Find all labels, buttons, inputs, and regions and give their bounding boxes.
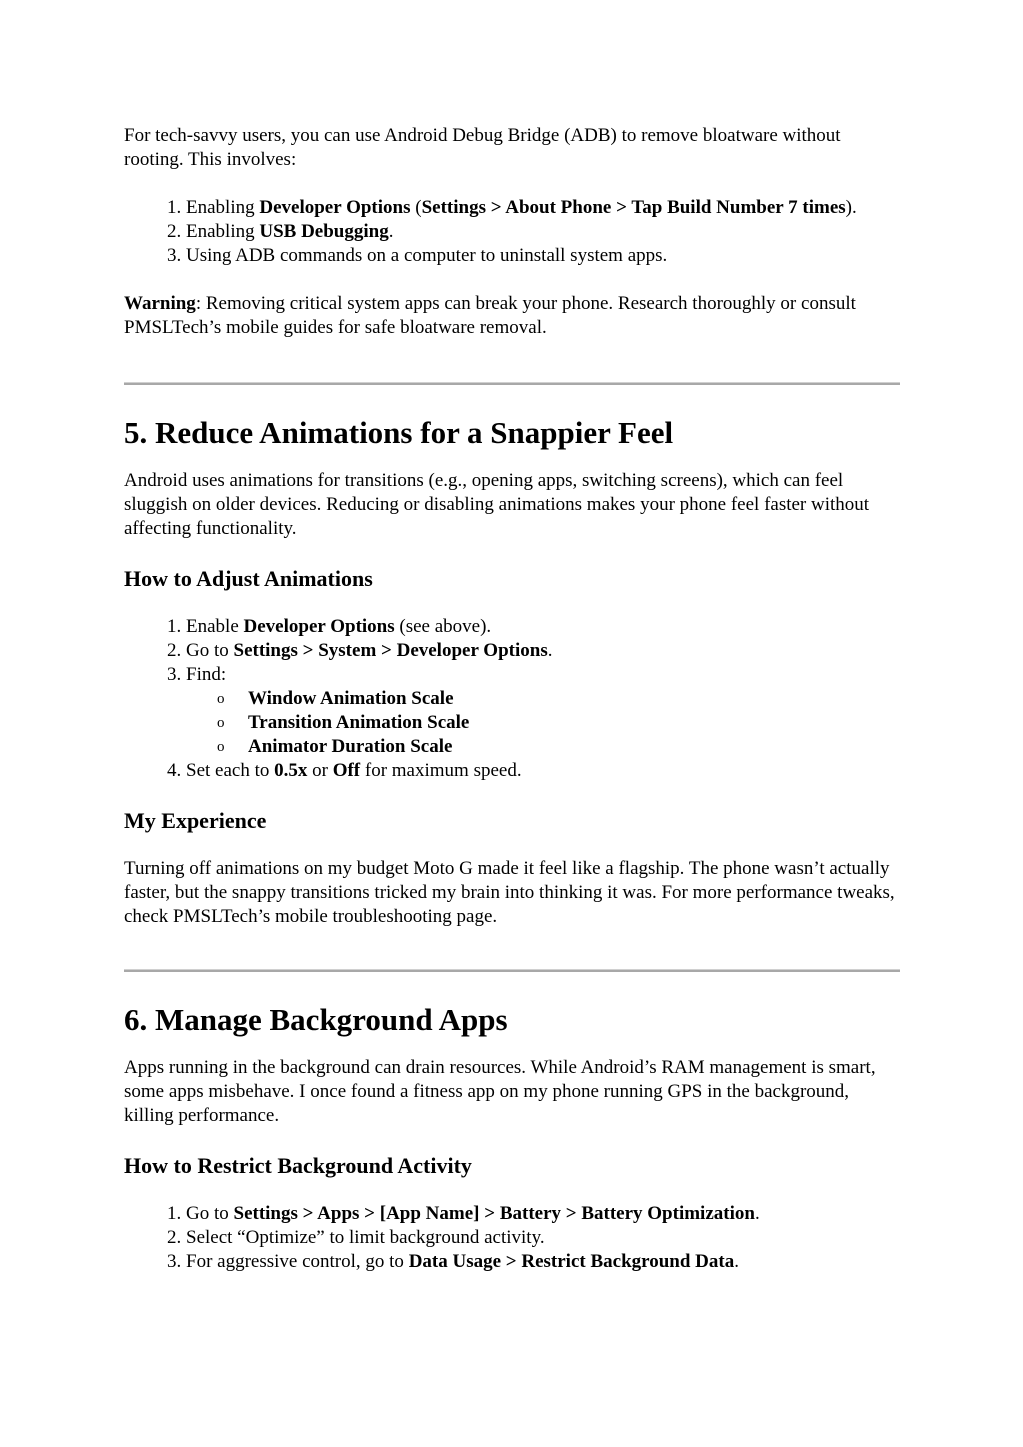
experience-paragraph: Turning off animations on my budget Moto G made it feel like a flagship. The phone wasn’t actually faster, but the snappy transitions tricked my brain into thinking it was. For more performance tweaks, check PMSLTech’s mobile troubleshooting page. xyxy=(124,858,895,927)
intro-paragraph: For tech-savvy users, you can use Android Debug Bridge (ADB) to remove bloatware without rooting. This involves: xyxy=(124,125,841,170)
section-6-body: Apps running in the background can drain resources. While Android’s RAM management is smart, some apps misbehave. I once found a fitness app on my phone running GPS in the background, killing performance. xyxy=(124,1057,876,1126)
section-5-heading: 5. Reduce Animations for a Snappier Feel xyxy=(124,415,674,450)
warning-label: Warning xyxy=(124,293,196,314)
list-item: 2. Select “Optimize” to limit background activity. xyxy=(186,1226,900,1250)
sub-list-item: o Window Animation Scale xyxy=(217,687,900,711)
section-divider xyxy=(124,969,900,972)
section-6-heading: 6. Manage Background Apps xyxy=(124,1002,508,1037)
list-item: 3. Find: o Window Animation Scale o Transition Animation Scale o Animator Duration Scale xyxy=(186,663,900,759)
adb-steps-list xyxy=(124,196,900,268)
list-item: 2. Go to Settings > System > Developer Options. xyxy=(186,639,900,663)
section-5-body: Android uses animations for transitions (e.g., opening apps, switching screens), which can feel sluggish on older devices. Reducing or disabling animations makes your phone feel faster without affecting functionality. xyxy=(124,470,870,539)
list-item: 1. Go to Settings > Apps > [App Name] > Battery > Battery Optimization. xyxy=(186,1202,900,1226)
animation-scale-sublist xyxy=(186,687,900,759)
list-item: 3. Using ADB commands on a computer to uninstall system apps. xyxy=(186,244,900,268)
list-item: 2. Enabling USB Debugging. xyxy=(186,220,900,244)
section-divider xyxy=(124,382,900,385)
sub-list-item: o Transition Animation Scale xyxy=(217,711,900,735)
animation-steps-list xyxy=(124,615,900,783)
sub-list-item: o Animator Duration Scale xyxy=(217,735,900,759)
adjust-animations-heading: How to Adjust Animations xyxy=(124,566,373,591)
experience-heading: My Experience xyxy=(124,808,267,833)
list-item: 3. For aggressive control, go to Data Usage > Restrict Background Data. xyxy=(186,1250,900,1274)
document-page xyxy=(124,124,900,1274)
warning-paragraph: Warning: Removing critical system apps can break your phone. Research thoroughly or consult PMSLTech’s mobile guides for safe bloatware removal. xyxy=(124,293,856,338)
background-steps-list xyxy=(124,1202,900,1274)
list-item: 1. Enabling Developer Options (Settings > About Phone > Tap Build Number 7 times). xyxy=(186,196,900,220)
list-item: 4. Set each to 0.5x or Off for maximum speed. xyxy=(186,759,900,783)
list-item: 1. Enable Developer Options (see above). xyxy=(186,615,900,639)
restrict-background-heading: How to Restrict Background Activity xyxy=(124,1153,472,1178)
